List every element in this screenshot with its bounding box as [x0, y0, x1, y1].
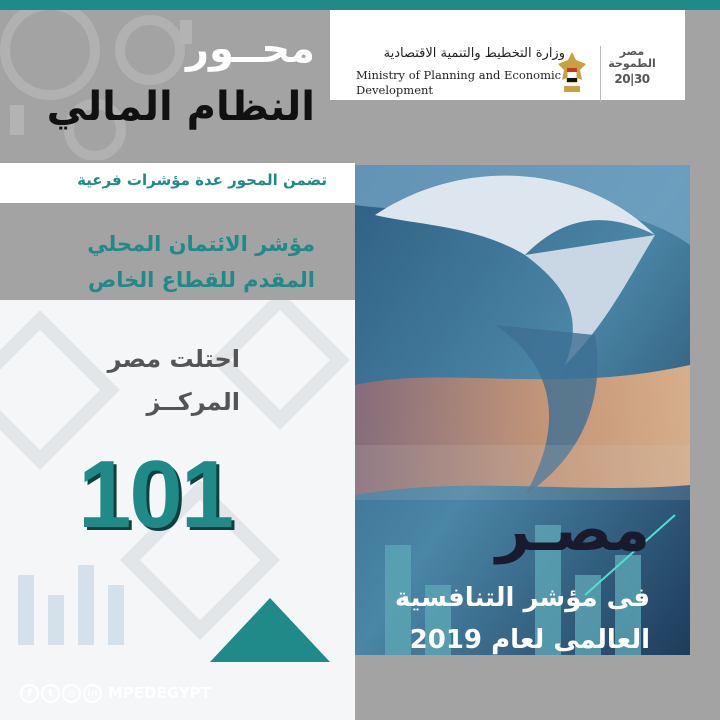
ministry-name-en-line1: Ministry of Planning and Economic	[356, 68, 562, 82]
top-strip	[0, 0, 720, 10]
rank-value: 101	[78, 441, 233, 548]
facebook-icon[interactable]: f	[20, 684, 39, 703]
teal-triangle	[210, 598, 330, 662]
logo-year: 20|30	[614, 72, 650, 86]
eagle-emblem-icon	[556, 50, 588, 100]
indicator-line2: المقدم للقطاع الخاص	[87, 268, 315, 292]
title-line2: النظام المالي	[46, 84, 315, 130]
cover-title: مصـر	[495, 495, 650, 565]
rank-label-line1: احتلت مصر	[107, 345, 240, 373]
indicator-line1: مؤشر الائتمان المحلي	[87, 232, 315, 256]
bars-watermark	[0, 555, 180, 645]
ministry-header	[330, 10, 685, 100]
cover-subtitle-line1: فى مؤشر التنافسية	[394, 583, 650, 613]
linkedin-icon[interactable]: in	[83, 684, 102, 703]
instagram-icon[interactable]: ◎	[62, 684, 81, 703]
egypt-vision-2030-logo	[600, 46, 657, 102]
social-footer	[20, 682, 211, 704]
subtitle-ribbon	[0, 163, 355, 203]
ministry-name-en-line2: Development	[356, 83, 434, 97]
social-handle[interactable]: MPEDEGYPT	[108, 684, 211, 702]
twitter-icon[interactable]: t	[41, 684, 60, 703]
title-line1: محــور	[185, 26, 315, 72]
report-cover-image	[355, 165, 690, 655]
cover-artwork	[355, 165, 690, 655]
ministry-name-ar: وزارة التخطيط والتنمية الاقتصادية	[383, 46, 565, 61]
logo-text-ar: مصر الطموحة	[608, 45, 656, 70]
rank-label-line2: المركــز	[146, 388, 240, 416]
cover-subtitle-line2: العالمى لعام 2019	[409, 625, 650, 655]
subtitle-text: تضمن المحور عدة مؤشرات فرعية	[77, 171, 327, 189]
